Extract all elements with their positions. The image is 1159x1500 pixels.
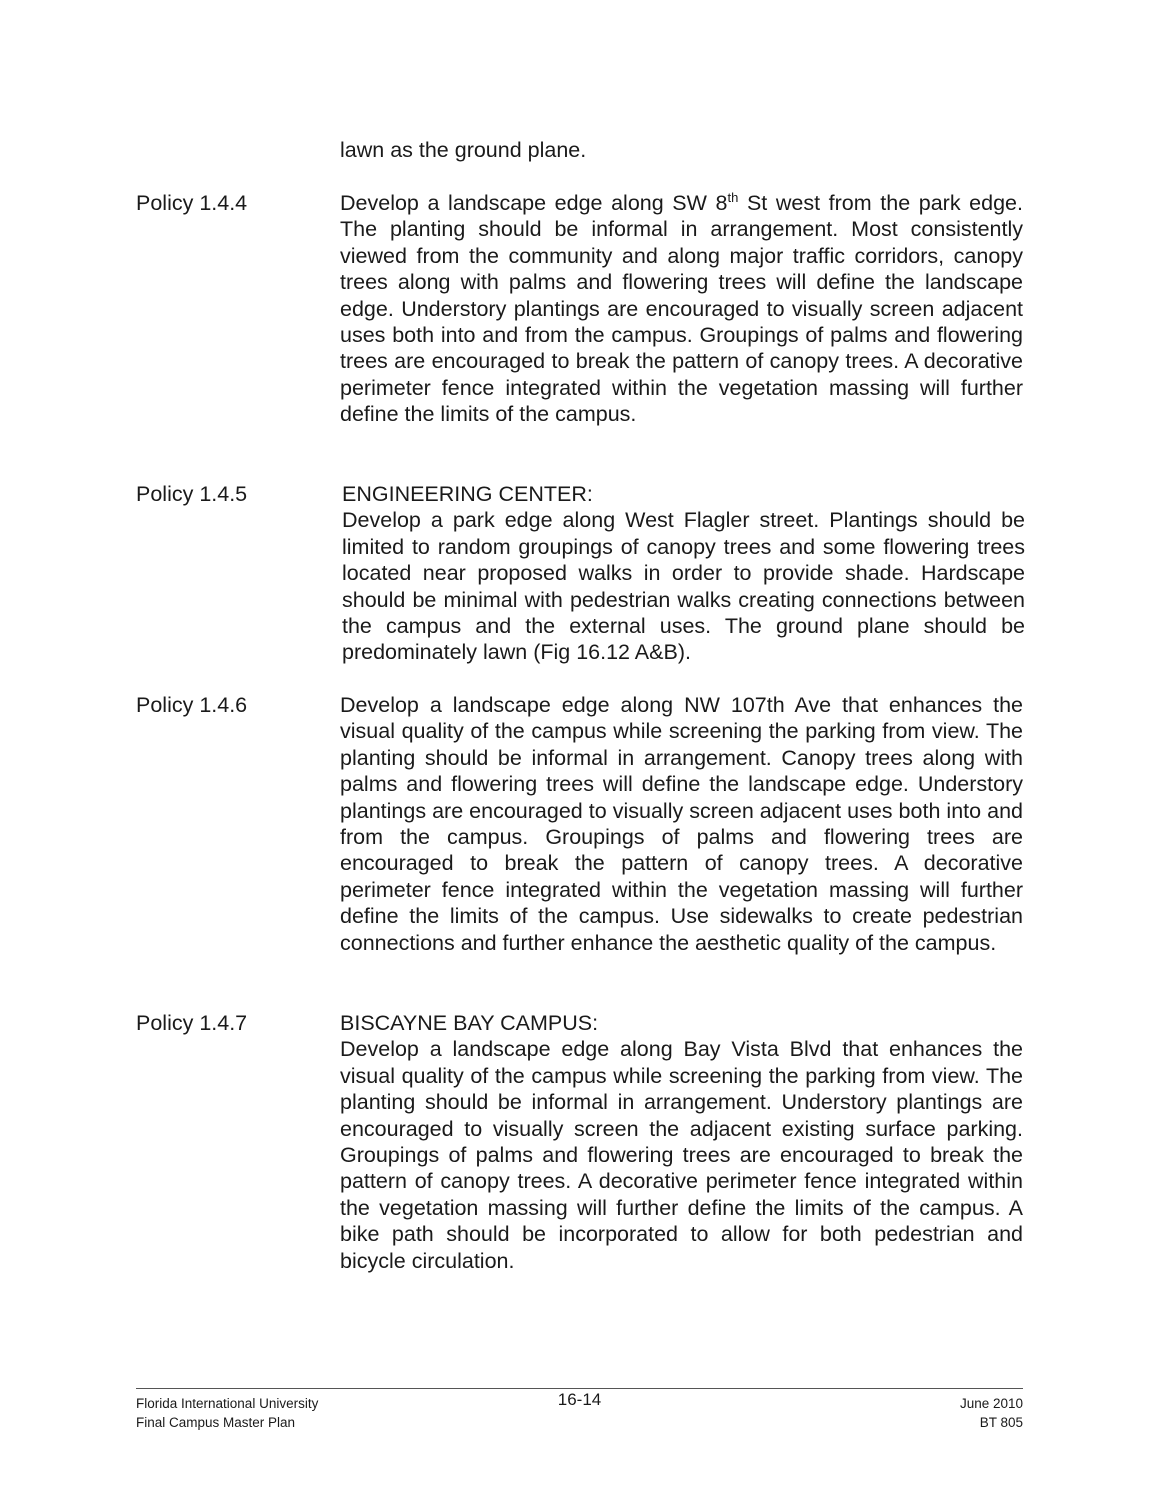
policy-heading: BISCAYNE BAY CAMPUS: bbox=[340, 1011, 599, 1035]
policy-text: Develop a landscape edge along NW 107th Ave that enhances the visual quality of the campus while screening the parking from view. The planting should be informal in arrangement. Canopy trees along with palms and flowering trees will define the landscape edge. Understory plantings are encouraged to visually screen adjacent uses both into and from the campus. Groupings of palms and flowering trees are encouraged to break the pattern of canopy trees. A decorative perimeter fence integrated within the vegetation massing will further define the limits of the campus. Use sidewalks to create pedestrian connections and further enhance the aesthetic quality of the campus. bbox=[340, 693, 1023, 955]
policy-1-4-6 bbox=[136, 692, 1023, 956]
policy-1-4-4 bbox=[136, 190, 1023, 428]
policy-label: Policy 1.4.7 bbox=[136, 1011, 248, 1035]
policy-label: Policy 1.4.4 bbox=[136, 191, 248, 215]
policy-label: Policy 1.4.5 bbox=[136, 482, 248, 506]
footer-divider bbox=[136, 1388, 1023, 1389]
continuation-text: lawn as the ground plane. bbox=[340, 138, 587, 162]
ordinal-superscript: th bbox=[727, 189, 739, 205]
footer-document-title: Final Campus Master Plan bbox=[136, 1415, 296, 1430]
page-number: 16-14 bbox=[557, 1390, 602, 1409]
policy-text: Develop a landscape edge along Bay Vista Blvd that enhances the visual quality of the campus while screening the parking from view. The planting should be informal in arrangement. Understory plantings are encouraged to visually screen the adjacent existing surface parking. Groupings of palms and flowering trees are encouraged to break the pattern of canopy trees. A decorative perimeter fence integrated within the vegetation massing will further define the limits of the campus. A bike path should be incorporated to allow for both pedestrian and bicycle circulation. bbox=[340, 1037, 1023, 1273]
policy-1-4-7 bbox=[136, 1010, 1023, 1274]
policy-1-4-5 bbox=[136, 481, 1023, 666]
footer-right bbox=[960, 1394, 1023, 1432]
footer-institution: Florida International University bbox=[136, 1396, 319, 1411]
policy-text-part: St west from the park edge. The planting should be informal in arrangement. Most consistently viewed from the community and along major traffic corridors, canopy trees along with palms and flowering trees will define the landscape edge. Understory plantings are encouraged to visually screen adjacent uses both into and from the campus. Groupings of palms and flowering trees are encouraged to break the pattern of canopy trees. A decorative perimeter fence integrated within the vegetation massing will further define the limits of the campus. bbox=[340, 191, 1023, 427]
policy-heading: ENGINEERING CENTER: bbox=[342, 482, 593, 506]
footer-code: BT 805 bbox=[979, 1415, 1023, 1430]
policy-label: Policy 1.4.6 bbox=[136, 693, 248, 717]
policy-text-part: Develop a landscape edge along SW 8 bbox=[340, 191, 728, 215]
policy-text bbox=[340, 190, 1023, 428]
policy-text: Develop a park edge along West Flagler street. Plantings should be limited to random groupings of canopy trees and some flowering trees located near proposed walks in order to provide shade. Hardscape should be minimal with pedestrian walks creating connections between the campus and the external uses. The ground plane should be predominately lawn (Fig 16.12 A&B). bbox=[342, 508, 1025, 665]
footer-date: June 2010 bbox=[959, 1396, 1023, 1411]
